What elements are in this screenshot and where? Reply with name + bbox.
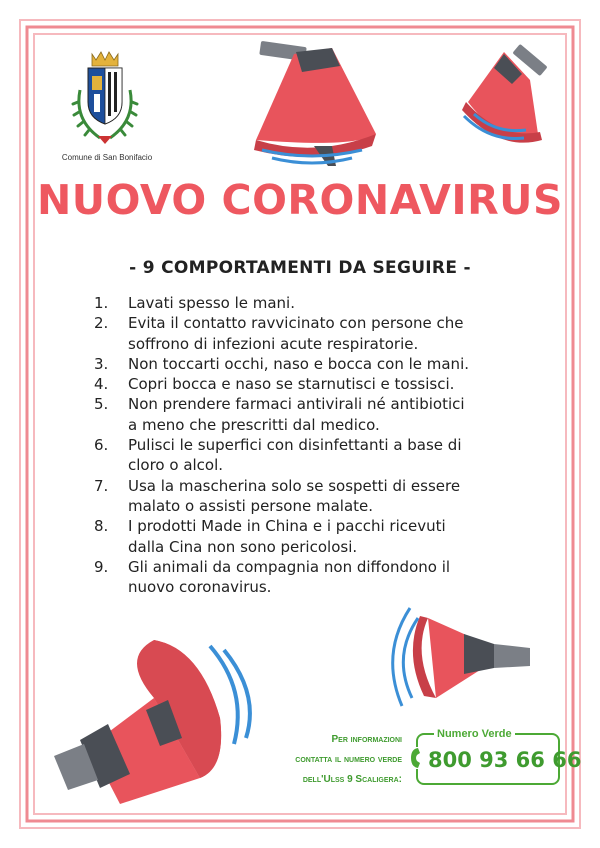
list-item-text: Copri bocca e naso se starnutisci e tossisci.	[128, 375, 455, 394]
list-item	[94, 516, 544, 557]
rules-list	[94, 293, 544, 597]
town-name: Comune di San Bonifacio	[61, 153, 153, 162]
list-item-text: Non toccarti occhi, naso e bocca con le mani.	[128, 354, 470, 373]
list-item	[94, 313, 544, 354]
list-item-number: 2.	[94, 314, 109, 333]
sound-wave-icon	[252, 144, 372, 168]
toll-free-number[interactable]: 800 93 66 66	[428, 748, 582, 772]
list-item-text: Usa la mascherina solo se sospetti di essere malato o assisti persone malate.	[128, 476, 461, 515]
list-item-number: 6.	[94, 436, 109, 455]
list-item-number: 4.	[94, 375, 109, 394]
list-item	[94, 293, 544, 313]
page-subtitle: - 9 COMPORTAMENTI DA SEGUIRE -	[129, 258, 471, 278]
toll-free-label: Numero Verde	[434, 728, 515, 740]
coat-of-arms-icon	[70, 50, 140, 155]
list-item	[94, 394, 544, 435]
toll-free-box	[416, 728, 582, 785]
list-item	[94, 476, 544, 517]
list-item	[94, 374, 544, 394]
page-title: NUOVO CORONAVIRUS	[36, 176, 563, 224]
megaphone-icon	[410, 604, 540, 704]
info-text: Per informazioni contatta il numero verde dell'Ulss 9 Scaligera:	[295, 734, 402, 785]
list-item-number: 9.	[94, 557, 109, 576]
sound-wave-icon	[380, 604, 420, 710]
list-item-number: 7.	[94, 476, 109, 495]
list-item-text: Pulisci le superfici con disinfettanti a base di cloro o alcol.	[128, 436, 462, 475]
list-item-number: 5.	[94, 395, 109, 414]
list-item	[94, 354, 544, 374]
list-item-text: Gli animali da compagnia non diffondono il nuovo coronavirus.	[128, 557, 451, 597]
list-item-text: I prodotti Made in China e i pacchi ricevuti dalla Cina non sono pericolosi.	[128, 517, 446, 556]
phone-icon	[408, 747, 422, 769]
list-item-number: 1.	[94, 294, 109, 312]
list-item	[94, 435, 544, 476]
list-item-text: Lavati spesso le mani.	[128, 294, 295, 312]
list-item-text: Evita il contatto ravvicinato con persone che soffrono di infezioni acute respiratorie.	[128, 314, 464, 353]
list-item-number: 3.	[94, 354, 109, 373]
sound-wave-icon	[204, 640, 260, 750]
list-item-number: 8.	[94, 517, 109, 536]
sound-wave-icon	[460, 112, 530, 148]
list-item	[94, 557, 544, 598]
list-item-text: Non prendere farmaci antivirali né antibiotici a meno che prescritti dal medico.	[128, 395, 465, 434]
